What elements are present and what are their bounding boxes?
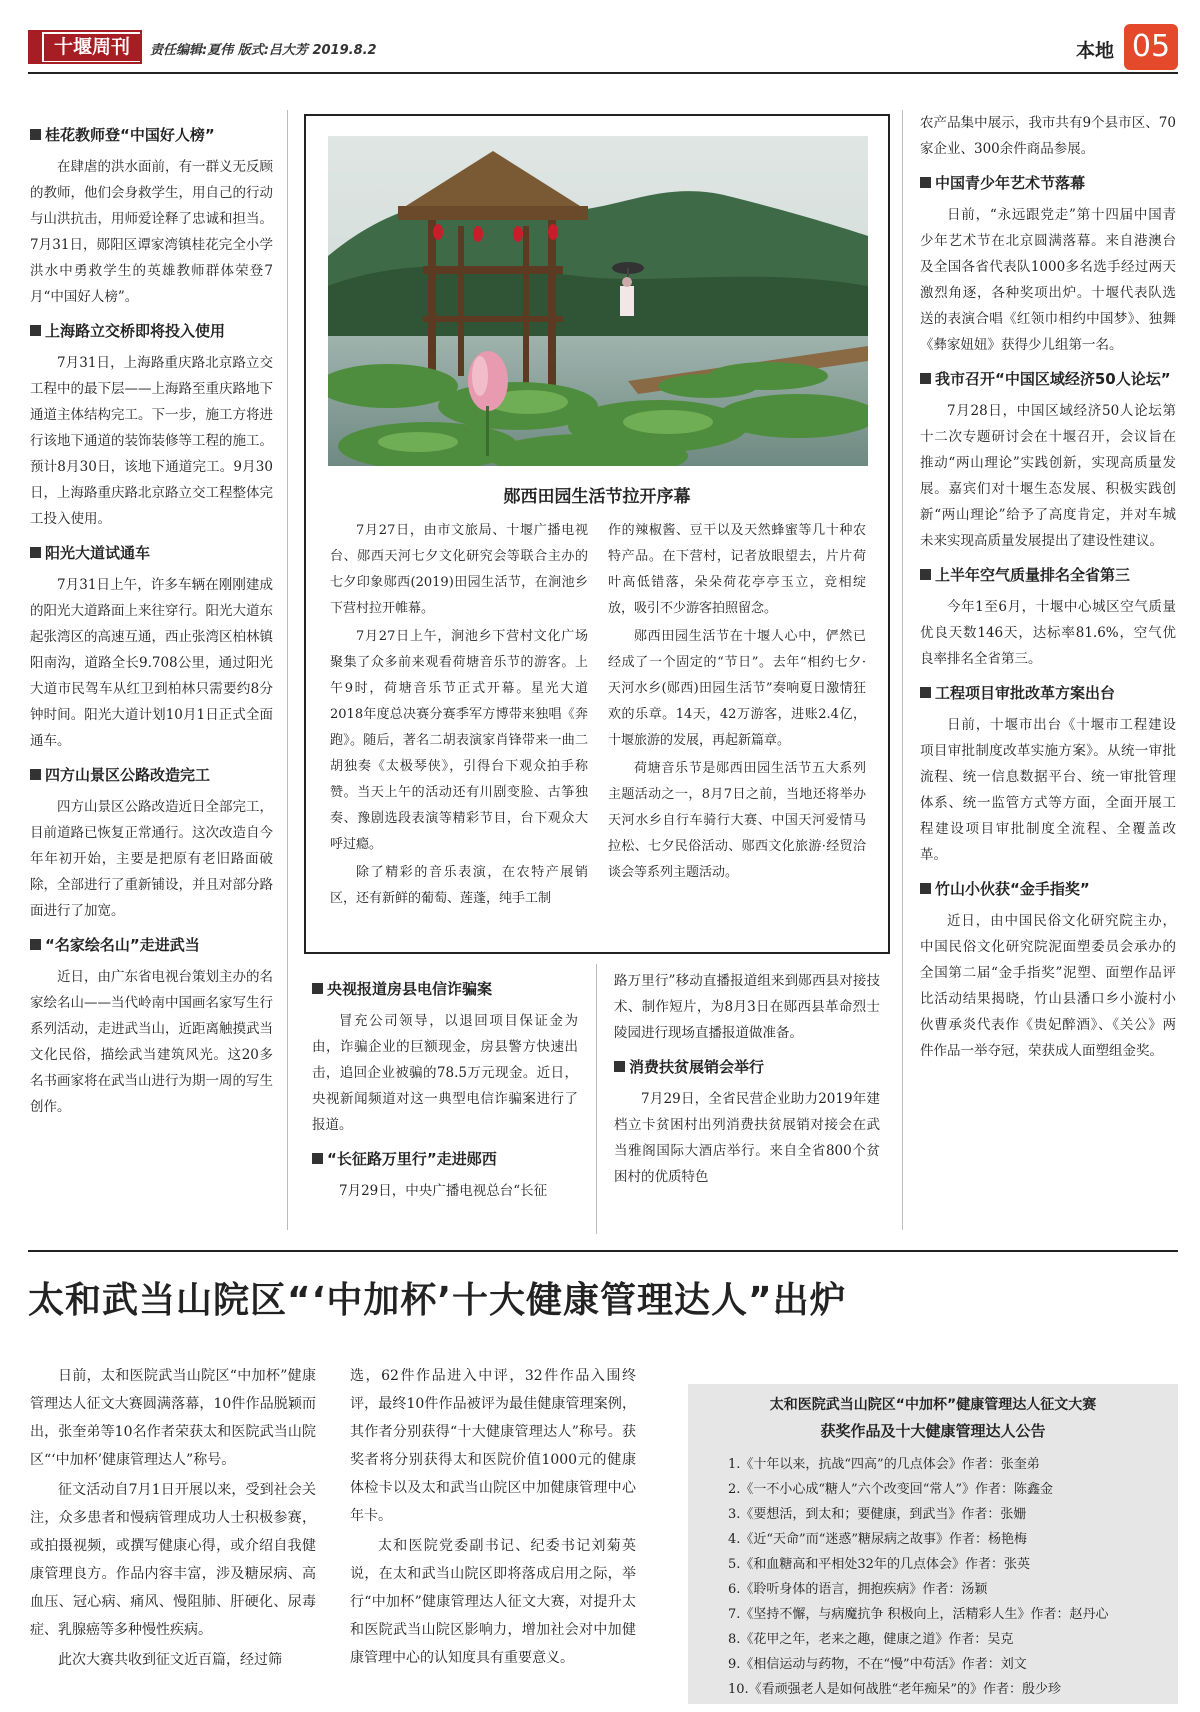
- article-paragraph: 选，62件作品进入中评，32件作品入围终评，最终10件作品被评为最佳健康管理案例，其作者分别获得“十大健康管理达人”称号。获奖者将分别获得太和医院价值1000元的健康体检卡以及太和武当山院区中加健康管理中心年卡。: [350, 1368, 636, 1524]
- news-headline: [30, 124, 273, 146]
- article-paragraph: 征文活动自7月1日开展以来，受到社会关注，众多患者和慢病管理成功人士积极参赛，或拍摄视频，或撰写健康心得，或介绍自我健康管理良方。作品内容丰富，涉及糖尿病、高血压、冠心病、痛风、慢阻肺、肝硬化、尿毒症、乳腺癌等多种慢性疾病。: [30, 1482, 316, 1638]
- editor-meta: 责任编辑:夏伟 版式:吕大芳 2019.8.2: [150, 43, 377, 58]
- news-paragraph: 7月31日，上海路重庆路北京路立交工程中的最下层——上海路至重庆路地下通道主体结构完工。下一步，施工方将进行该地下通道的装饰装修等工程的施工。预计8月30日，该地下通道完工。9月30日，上海路重庆路北京路立交工程整体完工投入使用。: [30, 355, 273, 527]
- news-paragraph: 日前，十堰市出台《十堰市工程建设项目审批制度改革实施方案》。从统一审批流程、统一信息数据平台、统一审批管理体系、统一监管方式等方面，全面开展工程建设项目审批制度全流程、全覆盖改革。: [920, 717, 1176, 863]
- news-headline: [920, 368, 1176, 390]
- bullet-square-icon: [30, 325, 41, 336]
- column-divider: [287, 110, 288, 1230]
- news-headline: [920, 682, 1176, 704]
- feature-column-1: [330, 518, 588, 914]
- news-headline-text: 桂花教师登“中国好人榜”: [45, 126, 215, 144]
- winner-item: 1.《十年以来，抗战“四高”的几点体会》作者：张奎弟: [728, 1457, 1040, 1472]
- winner-item: 4.《近“天命”而“迷惑”糖尿病之故事》作者：杨艳梅: [728, 1532, 1027, 1547]
- news-paragraph: 农产品集中展示，我市共有9个县市区、70家企业、300余件商品参展。: [920, 115, 1176, 157]
- news-headline-text: 上半年空气质量排名全省第三: [935, 566, 1131, 584]
- news-paragraph: 在肆虐的洪水面前，有一群义无反顾的教师，他们会身救学生，用自己的行动与山洪抗击，用师爱诠释了忠诚和担当。7月31日，郧阳区谭家湾镇桂花完全小学洪水中勇救学生的英雄教师群体荣登7月“中国好人榜”。: [30, 159, 273, 305]
- news-paragraph: 日前，“永远跟党走”第十四届中国青少年艺术节在北京圆满落幕。来自港澳台及全国各省代表队1000多名选手经过两天激烈角逐，各种奖项出炉。十堰代表队选送的表演合唱《红领巾相约中国梦》、独舞《彝家妞妞》获得少儿组第一名。: [920, 207, 1176, 353]
- bullet-square-icon: [312, 983, 323, 994]
- news-headline-text: 阳光大道试通车: [45, 544, 151, 562]
- masthead: [28, 30, 1178, 70]
- bullet-square-icon: [920, 177, 931, 188]
- feature-title: 郧西田园生活节拉开序幕: [503, 487, 691, 507]
- section-name: 本地: [1076, 40, 1115, 62]
- winners-list: [728, 1452, 1168, 1702]
- feature-box: [304, 114, 890, 954]
- news-paragraph: 今年1至6月，十堰中心城区空气质量优良天数146天，达标率81.6%，空气优良率排名全省第三。: [920, 599, 1176, 667]
- news-headline-text: 消费扶贫展销会举行: [629, 1058, 765, 1076]
- article-paragraph: 作的辣椒酱、豆干以及天然蜂蜜等几十种农特产品。在下营村，记者放眼望去，片片荷叶高低错落，朵朵荷花亭亭玉立，竞相绽放，吸引不少游客拍照留念。: [608, 523, 866, 616]
- news-headline-text: 工程项目审批改革方案出台: [935, 684, 1116, 702]
- winner-item: 10.《看顽强老人是如何战胜“老年痴呆”的》作者：殷少珍: [728, 1682, 1061, 1697]
- news-paragraph: 7月29日，中央广播电视总台“长征: [339, 1183, 548, 1199]
- news-paragraph: 近日，由中国民俗文化研究院主办，中国民俗文化研究院泥面塑委员会承办的全国第二届“金手指奖”泥塑、面塑作品评比活动结果揭晓，竹山县潘口乡小漩村小伙曹承炎代表作《贵妃醉酒》、《关公》两件作品一举夺冠，荣获成人面塑组金奖。: [920, 913, 1176, 1059]
- news-headline: [312, 1148, 578, 1170]
- news-paragraph: 7月29日，全省民营企业助力2019年建档立卡贫困村出列消费扶贫展销对接会在武当雅阁国际大酒店举行。来自全省800个贫困村的优质特色: [614, 1091, 880, 1185]
- winner-item: 8.《花甲之年，老来之趣，健康之道》作者：吴克: [728, 1632, 1014, 1647]
- news-headline-text: 四方山景区公路改造完工: [45, 766, 211, 784]
- bullet-square-icon: [30, 547, 41, 558]
- news-headline: [920, 172, 1176, 194]
- news-headline: [30, 764, 273, 786]
- bullet-square-icon: [312, 1153, 323, 1164]
- middle-right-column: [614, 968, 880, 1192]
- news-headline: [920, 878, 1176, 900]
- news-headline: [30, 320, 273, 342]
- bullet-square-icon: [920, 687, 931, 698]
- winners-title-line2: 获奖作品及十大健康管理达人公告: [820, 1422, 1046, 1440]
- article-paragraph: 日前，太和医院武当山院区“中加杯”健康管理达人征文大赛圆满落幕，10件作品脱颖而出，张奎弟等10名作者荣获太和医院武当山院区“‘中加杯’健康管理达人”称号。: [30, 1368, 316, 1468]
- column-divider: [902, 110, 903, 1230]
- news-paragraph: 路万里行”移动直播报道组来到郧西县对接技术、制作短片，为8月3日在郧西县革命烈士陵园进行现场直播报道做准备。: [614, 973, 880, 1041]
- news-headline-text: 中国青少年艺术节落幕: [935, 174, 1086, 192]
- news-paragraph: 近日，由广东省电视台策划主办的名家绘名山——当代岭南中国画名家写生行系列活动，走进武当山，近距离触摸武当文化民俗，描绘武当建筑风光。这20多名书画家将在武当山进行为期一周的写生创作。: [30, 969, 273, 1115]
- winner-item: 3.《要想活，到太和；要健康，到武当》作者：张姗: [728, 1507, 1027, 1522]
- middle-left-column: [312, 968, 578, 1206]
- news-headline-text: “名家绘名山”走进武当: [45, 936, 200, 954]
- news-headline: [312, 978, 578, 1000]
- winners-title-line1: 太和医院武当山院区“中加杯”健康管理达人征文大赛: [769, 1397, 1097, 1413]
- winner-item: 9.《相信运动与药物，不在“慢”中苟活》作者：刘文: [728, 1657, 1027, 1672]
- winners-notice-box: [688, 1384, 1178, 1704]
- logo-bar: [30, 32, 42, 62]
- article-paragraph: 郧西田园生活节在十堰人心中，俨然已经成了一个固定的“节日”。去年“相约七夕·天河水乡(郧西)田园生活节”奏响夏日激情狂欢的乐章。14天，42万游客，进账2.4亿，十堰旅游的发展，再起新篇章。: [608, 629, 866, 748]
- column-divider: [596, 964, 597, 1234]
- winner-item: 5.《和血糖高和平相处32年的几点体会》作者：张英: [728, 1557, 1030, 1572]
- news-paragraph: 7月28日，中国区域经济50人论坛第十二次专题研讨会在十堰召开，会议旨在推动“两山理论”实践创新，实现高质量发展。嘉宾们对十堰生态发展、积极实践创新“两山理论”给予了高度肯定，并对车城未来实现高质量发展提出了建设性建议。: [920, 403, 1176, 549]
- logo-text: 十堰周刊: [44, 34, 140, 61]
- news-headline-text: “长征路万里行”走进郧西: [327, 1150, 497, 1168]
- article-paragraph: 荷塘音乐节是郧西田园生活节五大系列主题活动之一，8月7日之前，当地还将举办天河水乡自行车骑行大赛、中国天河爱情马拉松、七夕民俗活动、郧西文化旅游·经贸洽谈会等系列主题活动。: [608, 761, 866, 880]
- article-paragraph: 此次大赛共收到征文近百篇，经过筛: [58, 1652, 282, 1668]
- news-headline-text: 我市召开“中国区域经济50人论坛”: [935, 370, 1171, 388]
- news-headline: [30, 934, 273, 956]
- bullet-square-icon: [920, 373, 931, 384]
- left-column: [30, 114, 273, 1122]
- lotus-pond-photo: [328, 136, 868, 466]
- news-headline: [920, 564, 1176, 586]
- article-paragraph: 除了精彩的音乐表演，在农特产展销区，还有新鲜的葡萄、莲蓬，纯手工制: [330, 865, 588, 906]
- photo-illustration: [328, 136, 868, 466]
- bullet-square-icon: [920, 569, 931, 580]
- bullet-square-icon: [30, 129, 41, 140]
- news-headline: [614, 1056, 880, 1078]
- news-paragraph: 四方山景区公路改造近日全部完工，目前道路已恢复正常通行。这次改造自今年年初开始，主要是把原有老旧路面破除，全部进行了重新铺设，并且对部分路面进行了加宽。: [30, 799, 273, 919]
- winner-item: 7.《坚持不懈，与病魔抗争 积极向上，活精彩人生》作者：赵丹心: [728, 1607, 1109, 1622]
- weekly-logo: [28, 30, 142, 64]
- right-column: [920, 110, 1176, 1066]
- news-headline-text: 央视报道房县电信诈骗案: [327, 980, 493, 998]
- news-headline: [30, 542, 273, 564]
- page-number: 05: [1124, 24, 1178, 70]
- news-paragraph: 冒充公司领导，以退回项目保证金为由，诈骗企业的巨额现金，房县警方快速出击，追回企业被骗的78.5万元现金。近日，央视新闻频道对这一典型电信诈骗案进行了报道。: [312, 1013, 578, 1133]
- winner-item: 2.《一不小心成“糖人”六个改变回“常人”》作者：陈鑫金: [728, 1482, 1053, 1497]
- bullet-square-icon: [30, 939, 41, 950]
- bottom-column-1: [30, 1362, 316, 1676]
- news-headline-text: 竹山小伙获“金手指奖”: [935, 880, 1090, 898]
- news-headline-text: 上海路立交桥即将投入使用: [45, 322, 226, 340]
- bottom-column-2: [350, 1362, 636, 1674]
- header-rule: [28, 72, 1178, 74]
- news-paragraph: 7月31日上午，许多车辆在刚刚建成的阳光大道路面上来往穿行。阳光大道东起张湾区的高速互通，西止张湾区柏林镇阳南沟，道路全长9.708公里，通过阳光大道市民驾车从红卫到柏林只需要约8分钟时间。阳光大道计划10月1日正式全面通车。: [30, 577, 273, 749]
- article-paragraph: 7月27日上午，涧池乡下营村文化广场聚集了众多前来观看荷塘音乐节的游客。上午9时，荷塘音乐节正式开幕。星光大道2018年度总决赛分赛季军方博带来独唱《奔跑》。随后，著名二胡表演家肖锋带来一曲二胡独奏《太极琴侠》，引得台下观众拍手称赞。当天上午的活动还有川剧变脸、古筝独奏、豫剧选段表演等精彩节目，台下观众大呼过瘾。: [330, 629, 588, 852]
- bottom-headline: 太和武当山院区“‘中加杯’十大健康管理达人”出炉: [28, 1280, 847, 1321]
- section-rule: [28, 1250, 1178, 1252]
- bullet-square-icon: [920, 883, 931, 894]
- article-paragraph: 7月27日，由市文旅局、十堰广播电视台、郧西天河七夕文化研究会等联合主办的七夕印象郧西(2019)田园生活节，在涧池乡下营村拉开帷幕。: [330, 523, 588, 616]
- bullet-square-icon: [30, 769, 41, 780]
- bullet-square-icon: [614, 1061, 625, 1072]
- winner-item: 6.《聆听身体的语言，拥抱疾病》作者：汤颖: [728, 1582, 988, 1597]
- feature-column-2: [608, 518, 866, 888]
- article-paragraph: 太和医院党委副书记、纪委书记刘菊英说，在太和武当山院区即将落成启用之际，举行“中加杯”健康管理达人征文大赛，对提升太和医院武当山院区影响力，增加社会对中加健康管理中心的认知度具有重要意义。: [350, 1538, 636, 1666]
